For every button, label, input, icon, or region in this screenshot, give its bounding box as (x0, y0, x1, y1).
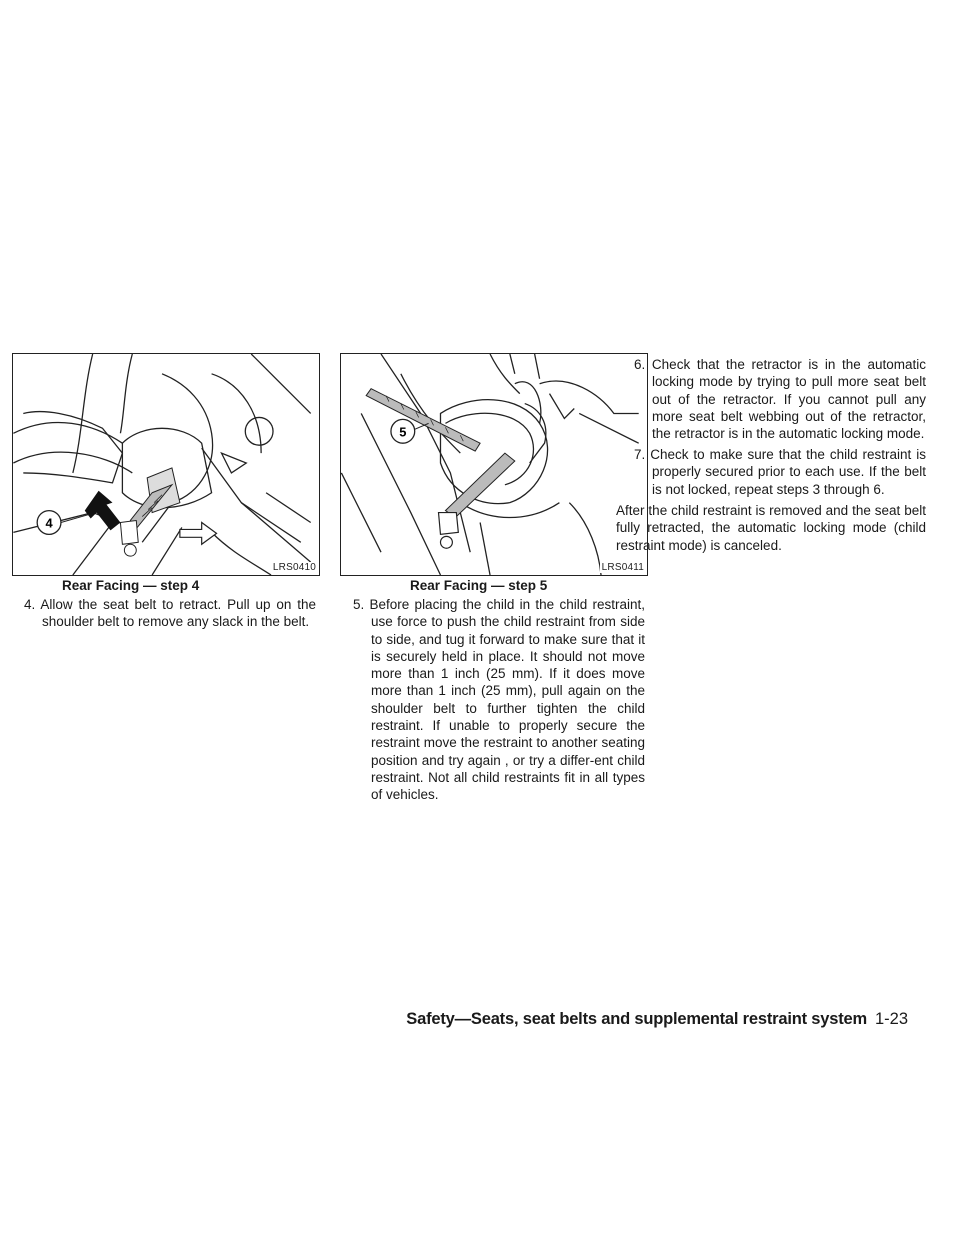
callout-number: 4 (45, 515, 53, 531)
closing-paragraph: After the child restraint is removed and the seat belt fully retracted, the automatic locking mode (child restraint mode) is canceled. (616, 503, 926, 553)
step-5-text: 5. Before placing the child in the child restraint, use force to push the child restraint from side to side, and tug it forward to make sure that it is securely held in place. It should not move more than 1 inch (25 mm). If it does move more than 1 inch (25 mm), pull again on the shoulder belt to further tighten the child restraint. If unable to properly secure the restraint move the restraint to another seating position and try again , or try a differ-ent child restraint. Not all child restraints fit in all types of vehicles. (353, 597, 645, 803)
page-number: 1-23 (874, 1010, 908, 1028)
figure-rear-facing-step-5 (340, 353, 648, 576)
page-footer (406, 1010, 908, 1040)
section-title: Safety—Seats, seat belts and supplemental restraint system (406, 1010, 867, 1028)
figure-code: LRS0410 (272, 562, 316, 573)
step-4-text: 4. Allow the seat belt to retract. Pull up on the shoulder belt to remove any slack in the belt. (24, 597, 316, 630)
pull-arrow-icon (85, 491, 121, 531)
step-7-text: 7. Check to make sure that the child restraint is properly secured prior to each use. If the belt is not locked, repeat steps 3 through 6. (634, 447, 926, 497)
figure-rear-facing-step-4 (12, 353, 320, 576)
illustration-seat-belt-retract (13, 354, 319, 575)
step-6-text: 6. Check that the retractor is in the automatic locking mode by trying to pull more seat belt out of the retractor. If you cannot pull any more seat belt webbing out of the retractor, the retractor is in the automatic locking mode. (634, 357, 926, 442)
callout-number: 5 (399, 424, 407, 440)
figure-caption: Rear Facing — step 4 (62, 578, 200, 593)
figure-caption: Rear Facing — step 5 (410, 578, 548, 593)
figure-code: LRS0411 (601, 562, 644, 573)
illustration-child-restraint-tighten (341, 354, 647, 575)
